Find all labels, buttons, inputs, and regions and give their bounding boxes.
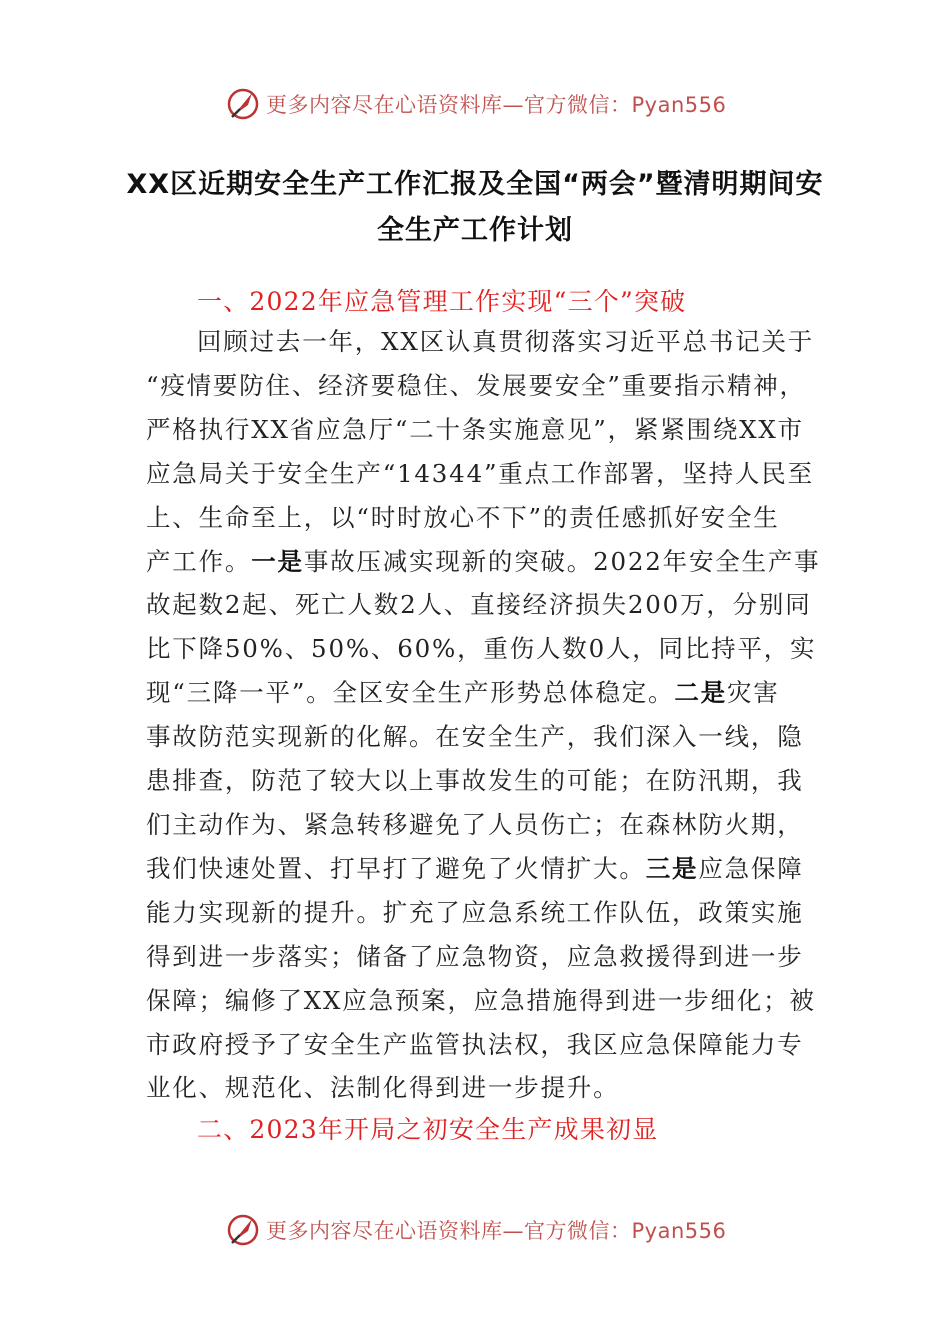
body-line: 故起数2起、死亡人数2人、直接经济损失200万，分别同 [146, 590, 812, 620]
body-line: 患排查，防范了较大以上事故发生的可能；在防汛期，我 [146, 766, 804, 796]
body-line: 们主动作为、紧急转移避免了人员伤亡；在森林防火期， [146, 809, 804, 839]
body-line: 事故防范实现新的化解。在安全生产，我们深入一线，隐 [146, 722, 804, 752]
section-2-heading: 二、2023年开局之初安全生产成果初显 [197, 1115, 659, 1144]
wechat-id: Pyan556 [631, 1219, 727, 1243]
body-line: 上、生命至上，以“时时放心不下”的责任感抓好安全生 [146, 502, 780, 532]
quill-logo-icon [226, 87, 260, 121]
body-line: 保障；编修了XX应急预案，应急措施得到进一步细化；被 [146, 985, 816, 1015]
body-line: 能力实现新的提升。扩充了应急系统工作队伍，政策实施 [146, 897, 804, 927]
bold-marker-2: 二是 [674, 678, 727, 708]
section-1-heading: 一、2022年应急管理工作实现“三个”突破 [197, 287, 687, 316]
body-line: 回顾过去一年，XX区认真贯彻落实习近平总书记关于 [197, 327, 815, 356]
body-line: 严格执行XX省应急厅“二十条实施意见”，紧紧围绕XX市 [146, 414, 804, 444]
body-paragraph [146, 320, 821, 1110]
body-line: “疫情要防住、经济要稳住、发展要安全”重要指示精神， [146, 370, 806, 400]
body-line: 产工作。一是事故压减实现新的突破。2022年安全生产事 [146, 546, 821, 576]
header-banner [0, 84, 950, 124]
bold-marker-1: 一是 [251, 546, 304, 576]
banner-text: 更多内容尽在心语资料库—官方微信：Pyan556 [266, 1219, 727, 1243]
title-line-1: XX区近期安全生产工作汇报及全国“两会”暨清明期间安 [126, 169, 824, 200]
footer-banner [0, 1210, 950, 1250]
body-line: 我们快速处置、打早打了避免了火情扩大。三是应急保障 [146, 853, 804, 883]
document-title [100, 162, 850, 254]
body-line: 应急局关于安全生产“14344”重点工作部署，坚持人民至 [146, 458, 814, 488]
banner-text: 更多内容尽在心语资料库—官方微信：Pyan556 [266, 93, 727, 117]
body-line: 得到进一步落实；储备了应急物资，应急救援得到进一步 [146, 941, 804, 971]
quill-logo-icon [226, 1213, 260, 1247]
body-line: 业化、规范化、法制化得到进一步提升。 [146, 1073, 620, 1103]
body-line: 比下降50%、50%、60%，重伤人数0人，同比持平，实 [146, 634, 817, 664]
body-line: 市政府授予了安全生产监管执法权，我区应急保障能力专 [146, 1029, 804, 1059]
bold-marker-3: 三是 [645, 853, 699, 883]
title-line-2: 全生产工作计划 [377, 215, 573, 246]
body-line: 现“三降一平”。全区安全生产形势总体稳定。二是灾害 [146, 678, 780, 708]
wechat-id: Pyan556 [631, 93, 727, 117]
